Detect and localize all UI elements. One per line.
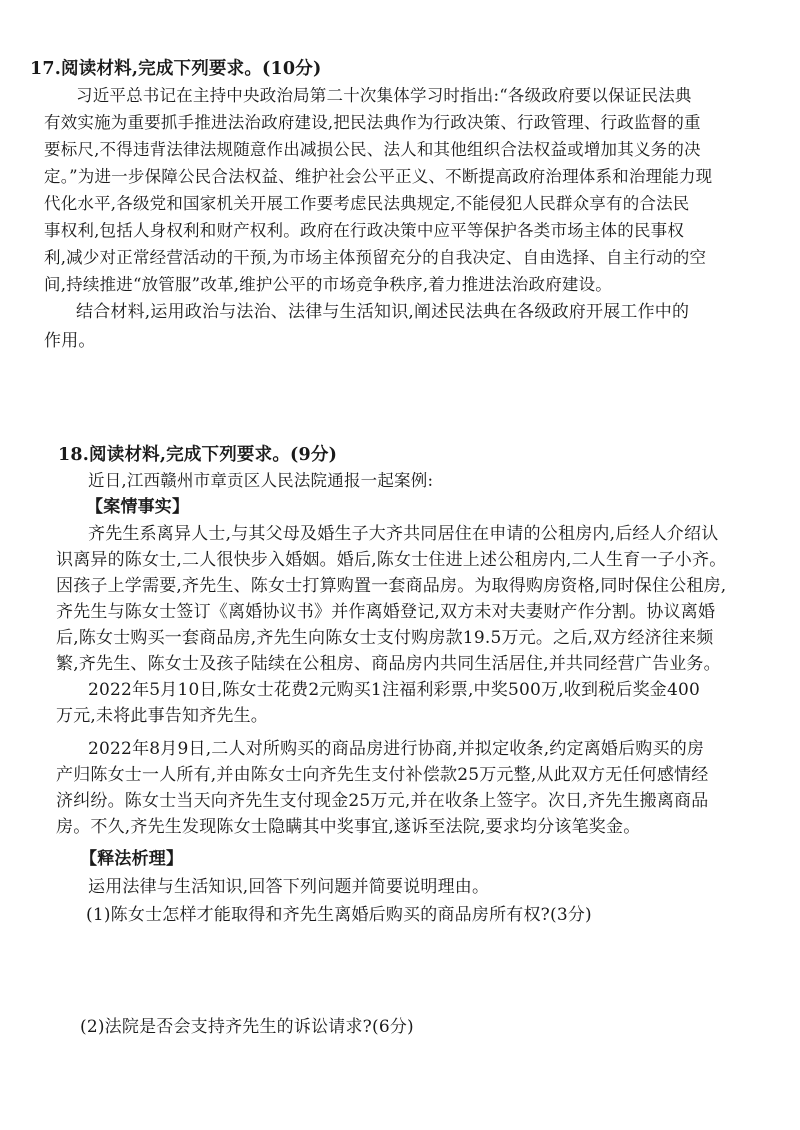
q18-facts-line: 后,陈女士购买一套商品房,齐先生向陈女士支付购房款19.5万元。之后,双方经济往来频	[56, 628, 714, 648]
q18-analysis-heading: 【释法析理】	[80, 849, 184, 869]
q18-facts-line: 万元,未将此事告知齐先生。	[56, 706, 269, 726]
q18-facts-line: 繁,齐先生、陈女士及孩子陆续在公租房、商品房内共同生活居住,并共同经营广告业务。	[56, 654, 721, 674]
q17-material-line: 利,减少对正常经营活动的干预,为市场主体预留充分的自我决定、自由选择、自主行动的空	[44, 248, 707, 267]
q18-facts-line: 济纠纷。陈女士当天向齐先生支付现金25万元,并在收条上签字。次日,齐先生搬离商品	[56, 791, 709, 811]
q17-task-line: 结合材料,运用政治与法治、法律与生活知识,阐述民法典在各级政府开展工作中的	[76, 302, 690, 322]
q18-facts-line: 2022年5月10日,陈女士花费2元购买1注福利彩票,中奖500万,收到税后奖金400	[88, 680, 701, 700]
q18-facts-heading: 【案情事实】	[86, 497, 190, 517]
q17-material-line: 要标尺,不得违背法律法规随意作出减损公民、法人和其他组织合法权益或增加其义务的决	[44, 140, 701, 159]
q17-material-line: 间,持续推进“放管服”改革,维护公平的市场竞争秩序,着力推进法治政府建设。	[44, 275, 613, 294]
q17-material-line: 有效实施为重要抓手推进法治政府建设,把民法典作为行政决策、行政管理、行政监督的重	[44, 113, 701, 132]
q17-material-line: 习近平总书记在主持中央政治局第二十次集体学习时指出:“各级政府要以保证民法典	[76, 86, 692, 105]
q18-facts-line: 2022年8月9日,二人对所购买的商品房进行协商,并拟定收条,约定离婚后购买的房	[88, 739, 705, 759]
q17-material-line: 事权利,包括人身权利和财产权利。政府在行政决策中应平等保护各类市场主体的民事权	[44, 221, 685, 240]
q18-facts-line: 齐先生与陈女士签订《离婚协议书》并作离婚登记,双方未对夫妻财产作分割。协议离婚	[56, 602, 716, 622]
q17-task-line: 作用。	[44, 331, 96, 351]
q17-material-line: 定。”为进一步保障公民合法权益、维护社会公平正义、不断提高政府治理体系和治理能力现	[44, 167, 713, 186]
q18-facts-line: 识离异的陈女士,二人很快步入婚姻。婚后,陈女士住进上述公租房内,二人生育一子小齐。	[56, 550, 727, 570]
question-17-title: 17.阅读材料,完成下列要求。(10分)	[30, 59, 322, 79]
q18-facts-line: 房。不久,齐先生发现陈女士隐瞒其中奖事宜,遂诉至法院,要求均分该笔奖金。	[56, 817, 641, 837]
q18-facts-line: 齐先生系离异人士,与其父母及婚生子大齐共同居住在申请的公租房内,后经人介绍认	[88, 524, 719, 544]
q18-intro: 近日,江西赣州市章贡区人民法院通报一起案例:	[88, 471, 434, 490]
q18-facts-line: 产归陈女士一人所有,并由陈女士向齐先生支付补偿款25万元整,从此双方无任何感情经	[56, 765, 709, 785]
q18-analysis-intro: 运用法律与生活知识,回答下列问题并简要说明理由。	[88, 877, 490, 897]
q18-sub-question-2: (2)法院是否会支持齐先生的诉讼请求?(6分)	[80, 1017, 414, 1037]
q18-sub-question-1: (1)陈女士怎样才能取得和齐先生离婚后购买的商品房所有权?(3分)	[86, 905, 592, 925]
q18-facts-line: 因孩子上学需要,齐先生、陈女士打算购置一套商品房。为取得购房资格,同时保住公租房,	[56, 576, 727, 596]
question-18-title: 18.阅读材料,完成下列要求。(9分)	[58, 445, 338, 465]
q17-material-line: 代化水平,各级党和国家机关开展工作要考虑民法典规定,不能侵犯人民群众享有的合法民	[44, 194, 690, 213]
